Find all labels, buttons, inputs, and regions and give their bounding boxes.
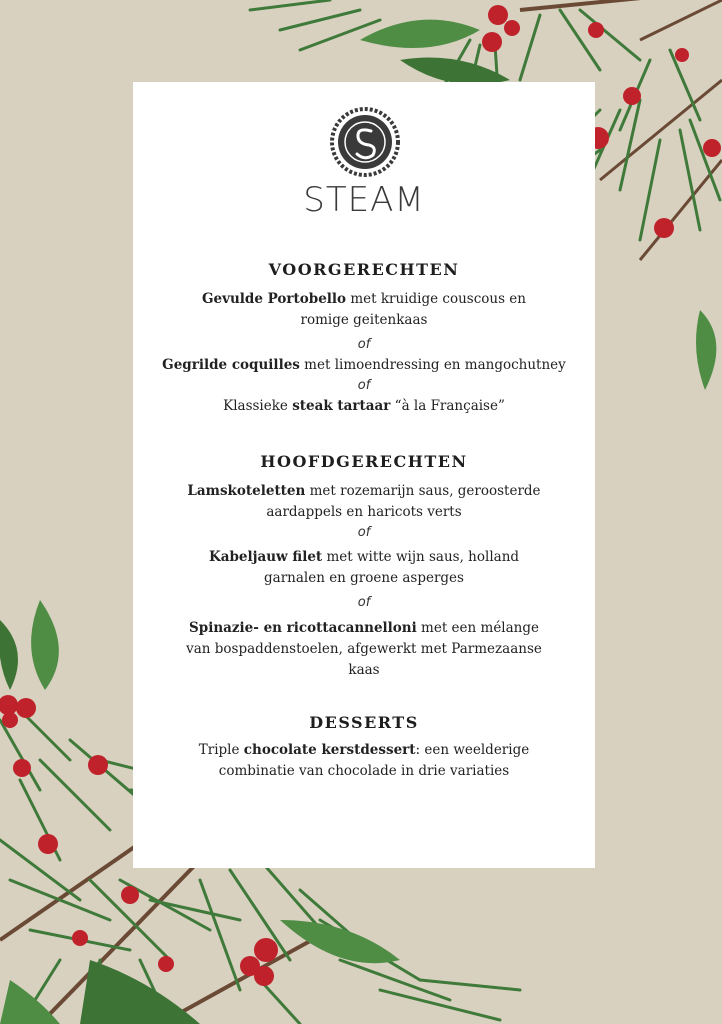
separator-of: of xyxy=(357,595,371,610)
section-title-desserts: DESSERTS xyxy=(309,713,419,732)
separator-of: of xyxy=(357,525,371,540)
menu-item: Gevulde Portobello met kruidige couscous en romige geitenkaas xyxy=(201,291,526,328)
menu-item: Kabeljauw filet met witte wijn saus, holland garnalen en groene asperges xyxy=(208,549,520,586)
separator-of: of xyxy=(357,337,371,352)
menu-card xyxy=(133,82,595,868)
separator-of: of xyxy=(357,378,371,393)
menu-item: Lamskoteletten met rozemarijn saus, geroosterde aardappels en haricots verts xyxy=(187,483,541,520)
brand-name: STEAM xyxy=(303,180,425,220)
menu-item: Spinazie- en ricottacannelloni met een mélange van bospaddenstoelen, afgewerkt met Parmezaanse kaas xyxy=(186,620,542,678)
section-title-hoofdgerechten: HOOFDGERECHTEN xyxy=(260,452,468,471)
menu-item: Gegrilde coquilles met limoendressing en mangochutney xyxy=(162,357,566,373)
steam-logo-icon xyxy=(313,107,417,177)
menu-content xyxy=(133,260,595,782)
menu-item: Klassieke steak tartaar “à la Française” xyxy=(223,398,505,414)
menu-item: Triple chocolate kerstdessert: een weelderige combinatie van chocolade in drie variaties xyxy=(198,742,530,779)
section-title-voorgerechten: VOORGERECHTEN xyxy=(268,260,460,279)
